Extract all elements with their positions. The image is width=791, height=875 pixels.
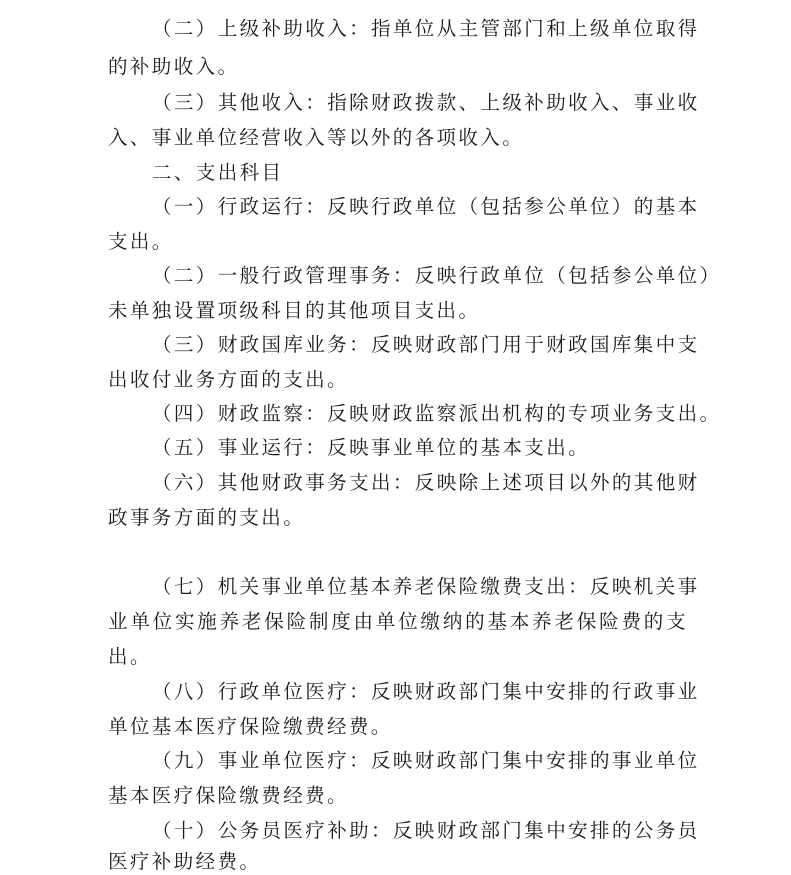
paragraph-line: 医疗补助经费。 — [108, 850, 262, 873]
paragraph-line: （四）财政监察：反映财政监察派出机构的专项业务支出。 — [152, 402, 722, 425]
paragraph-line: （八）行政单位医疗：反映财政部门集中安排的行政事业 — [152, 680, 700, 703]
paragraph-line: 入、事业单位经营收入等以外的各项收入。 — [108, 126, 525, 149]
paragraph-line: 业单位实施养老保险制度由单位缴纳的基本养老保险费的支 — [108, 610, 688, 633]
paragraph-line: （五）事业运行：反映事业单位的基本支出。 — [152, 436, 591, 459]
paragraph-line: （九）事业单位医疗：反映财政部门集中安排的事业单位 — [152, 749, 700, 772]
paragraph-line: 基本医疗保险缴费经费。 — [108, 784, 349, 807]
paragraph-line: （三）财政国库业务：反映财政部门用于财政国库集中支 — [152, 333, 700, 356]
paragraph-line: 未单独设置项级科目的其他项目支出。 — [108, 299, 481, 322]
paragraph-line: 出收付业务方面的支出。 — [108, 368, 349, 391]
section-heading: 二、支出科目 — [152, 161, 284, 184]
paragraph-line: 支出。 — [108, 230, 174, 253]
paragraph-line: （三）其他收入：指除财政拨款、上级补助收入、事业收 — [152, 91, 700, 114]
paragraph-line: （七）机关事业单位基本养老保险缴费支出：反映机关事 — [152, 575, 700, 598]
paragraph-line: 出。 — [108, 645, 152, 668]
paragraph-line: 单位基本医疗保险缴费经费。 — [108, 715, 393, 738]
paragraph-line: （六）其他财政事务支出：反映除上述项目以外的其他财 — [152, 471, 700, 494]
paragraph-line: （二）一般行政管理事务：反映行政单位（包括参公单位） — [152, 264, 722, 287]
paragraph-line: 政事务方面的支出。 — [108, 506, 306, 529]
paragraph-line: （一）行政运行：反映行政单位（包括参公单位）的基本 — [152, 195, 700, 218]
paragraph-line: （二）上级补助收入：指单位从主管部门和上级单位取得 — [152, 17, 700, 40]
paragraph-line: 的补助收入。 — [108, 55, 240, 78]
paragraph-line: （十）公务员医疗补助：反映财政部门集中安排的公务员 — [152, 819, 700, 842]
